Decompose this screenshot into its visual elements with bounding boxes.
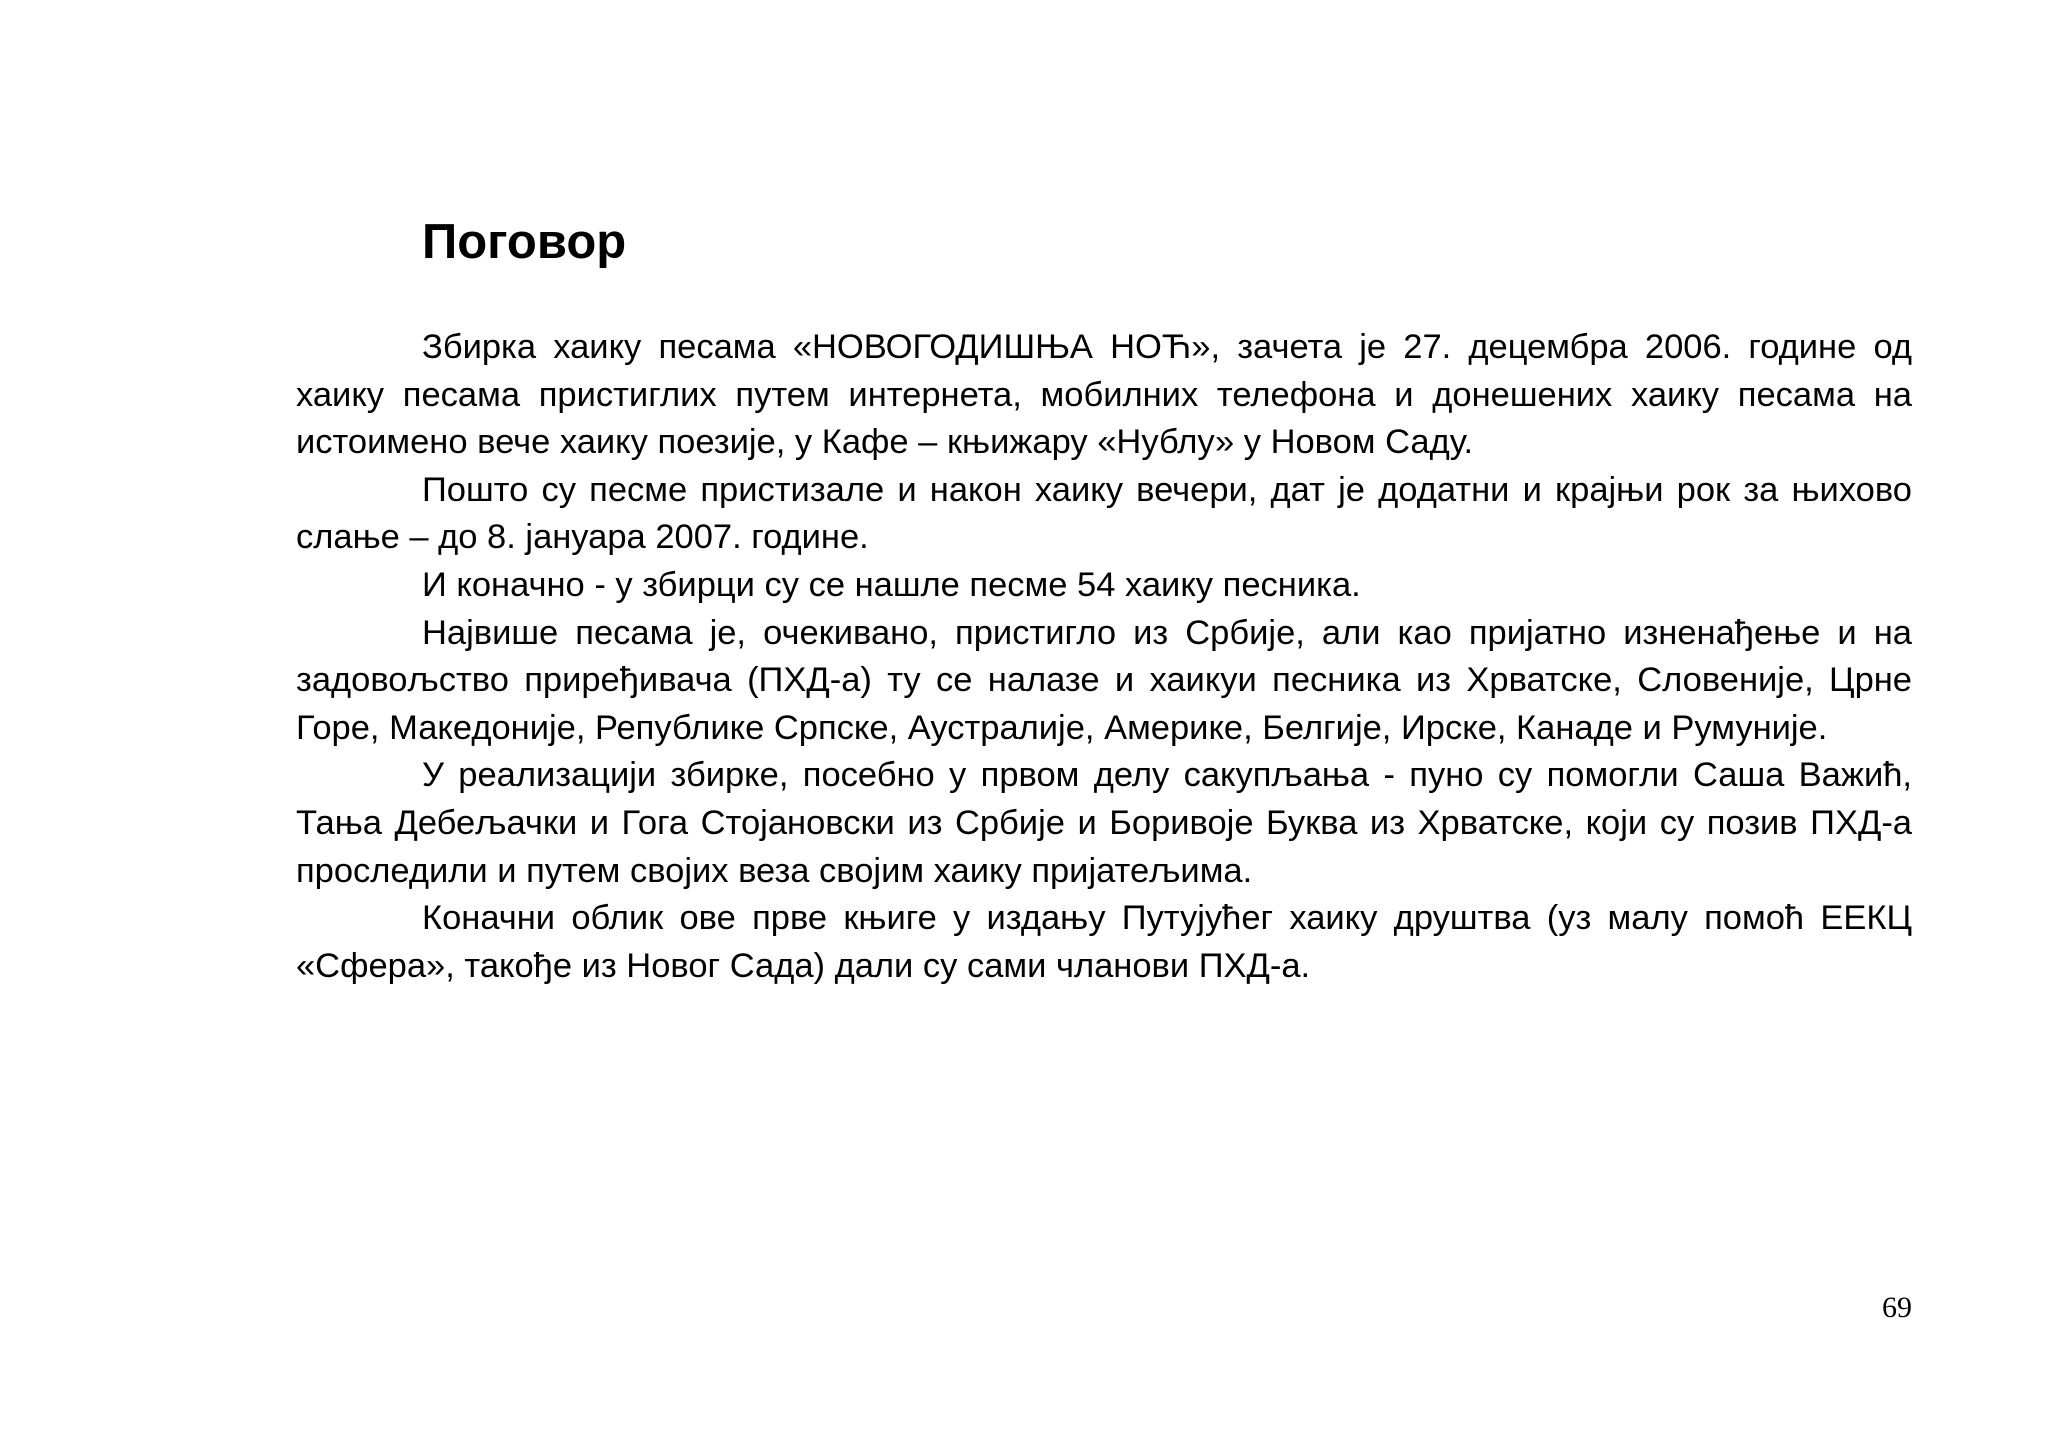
paragraph: Коначни облик ове прве књиге у издању Путујућег хаику друштва (уз малу помоћ ЕЕКЦ «Сфера», такође из Новог Сада) дали су сами чланови ПХД-а.: [296, 899, 1912, 985]
paragraph: Највише песама је, очекивано, пристигло из Србије, али као пријатно изненађење и на задовољство приређивача (ПХД-а) ту се налазе и хаикуи песника из Хрватске, Словеније, Црне Горе, Македоније, Републике Српске, Аустралије, Америке, Белгије, Ирске, Канаде и Румуније.: [296, 613, 1912, 747]
afterword-body: [296, 324, 1912, 990]
page-title: Поговор: [422, 215, 627, 269]
paragraph: И коначно - у збирци су се нашле песме 54 хаику песника.: [422, 565, 1361, 604]
page-number: 69: [1882, 1291, 1912, 1324]
paragraph: Пошто су песме пристизале и након хаику вечери, дат је додатни и крајњи рок за њихово слање – до 8. јануара 2007. године.: [296, 470, 1912, 557]
paragraph: Збирка хаику песама «НОВОГОДИШЊА НОЋ», зачета је 27. децембра 2006. године од хаику песама пристиглих путем интернета, мобилних телефона и донешених хаику песама на истоимено вече хаику поезије, у Кафе – књижару «Нублу» у Новом Саду.: [296, 328, 1912, 462]
paragraph: У реализацији збирке, посебно у првом делу сакупљања - пуно су помогли Саша Важић, Тања Дебељачки и Гога Стојановски из Србије и Боривоје Буква из Хрватске, који су позив ПХД-а проследили и путем својих веза својим хаику пријатељима.: [296, 756, 1912, 890]
